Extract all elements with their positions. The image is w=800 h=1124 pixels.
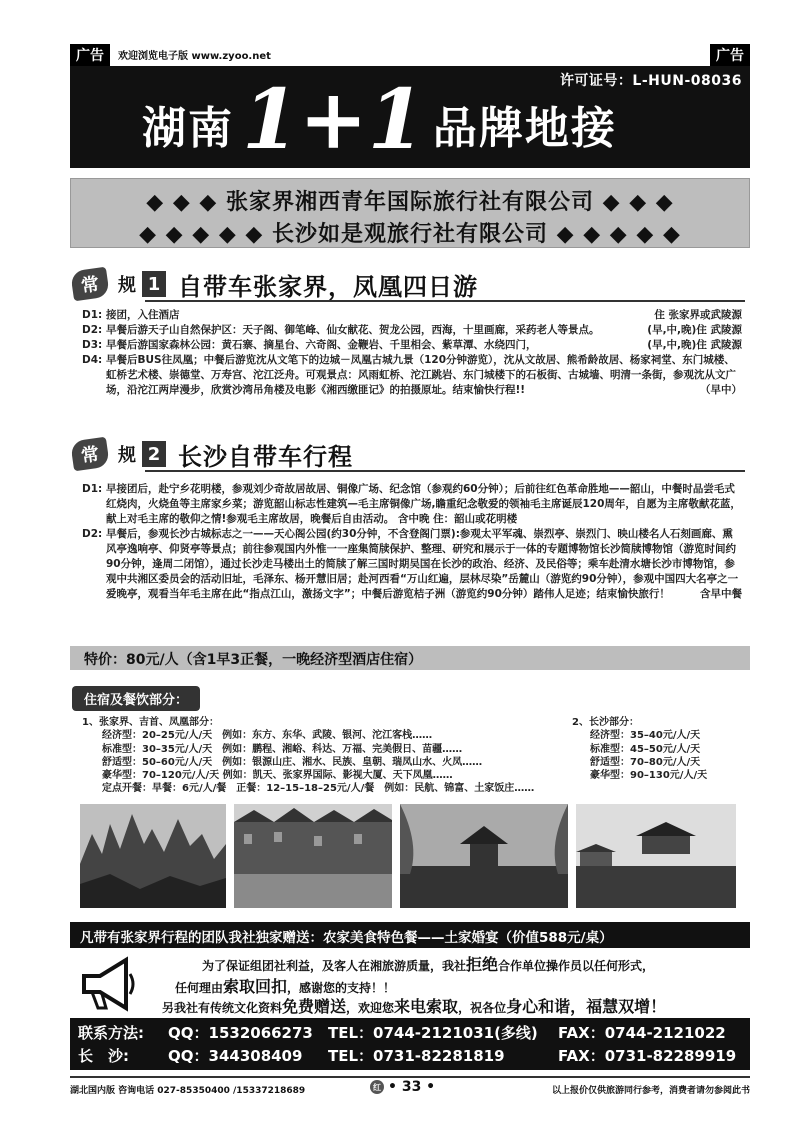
contact-qq: QQ：1532066273 bbox=[168, 1024, 313, 1042]
acc-left-title: 1、张家界、吉首、凤凰部分： bbox=[82, 717, 219, 728]
footer bbox=[70, 1076, 750, 1098]
license-number: 许可证号：L-HUN-08036 bbox=[559, 73, 742, 89]
route1-divider bbox=[145, 300, 745, 302]
price-bar: 特价：80元/人（含1早3正餐，一晚经济型酒店住宿） bbox=[70, 646, 750, 670]
notice-emphasis: 免费赠送 bbox=[282, 997, 347, 1016]
acc-row: 豪华型：70–120元/人/天 例如：凯天、张家界国际、影视大厦、天下凤凰…… bbox=[102, 770, 453, 782]
title-brand: 品牌地接 bbox=[432, 103, 617, 154]
acc-row: 标准型：30–35元/人/天 例如：鹏程、湘峪、科达、万福、完美假日、苗疆…… bbox=[102, 743, 463, 755]
route1-number: 1 bbox=[142, 271, 166, 297]
ad-label-right: 广告 bbox=[710, 44, 750, 66]
accommodation-left bbox=[82, 716, 562, 796]
welcome-text: 欢迎浏览电子版 www.zyoo.net bbox=[118, 51, 271, 62]
contact-qq: QQ：344308409 bbox=[168, 1047, 303, 1065]
day-label: D3: bbox=[82, 339, 103, 351]
itinerary-day bbox=[82, 353, 742, 398]
route2-number: 2 bbox=[142, 441, 166, 467]
day-lodging: 住 张家界或武陵源 bbox=[654, 309, 742, 321]
day-text: 早餐后BUS往凤凰；中餐后游览沈从文笔下的边城－凤凰古城九景（120分钟游览），沈从文故居、熊希龄故居、杨家祠堂、东门城楼、虹桥艺术楼、崇德堂、万寿宫、沱江泛舟。可观景点：风雨虹桥、沱江跳岩、东门城楼下的石板街、古城墙、明清一条街，参观沈从文广场，沿沱江两岸漫步，欣赏沙湾吊角楼及电影《湘西缴匪记》的拍摄原址。结束愉快行程!! bbox=[106, 354, 736, 396]
route1-header bbox=[72, 266, 478, 302]
acc-row: 舒适型：70–80元/人/天 bbox=[590, 756, 701, 768]
notice-section bbox=[70, 948, 750, 1018]
contact-label: 联系方法: bbox=[78, 1024, 144, 1042]
header-strip bbox=[70, 44, 750, 66]
footer-right: 以上报价仅供旅游同行参考，消费者请勿参阅此书 bbox=[551, 1086, 750, 1096]
photo-zhangjiajie-peaks bbox=[80, 804, 226, 908]
route2-header bbox=[72, 436, 353, 472]
route2-itinerary bbox=[82, 482, 742, 602]
day-text: 早餐后，参观长沙古城标志之一——天心阁公园(约30分钟，不含登阁门票):参观太平军魂、崇烈亭、崇烈门、映山楼名人石刻画廊、熏风亭逸响亭、仰贤亭等景点；前往参观国内外惟一一座集简牍保护、整理、研究和展示于一体的专题博物馆长沙简牍博物馆（游览时间约90分钟，逢周二闭馆），通过长沙走马楼出土的简牍了解三国时期吴国在长沙的政治、经济、及民俗等；乘车赴清水塘长沙市博物馆，参观中共湘区委员会的活动旧址，毛泽东、杨开慧旧居；赴河西看“万山红遍，层林尽染”岳麓山（游览约90分钟），参观中国四大名亭之一爱晚亭，观看当年毛主席在此“指点江山，激扬文字”；中餐后游览桔子洲（游览约90分钟）踏伟人足迹；结束愉快旅行！ bbox=[106, 528, 739, 600]
acc-row: 豪华型：90–130元/人/天 bbox=[590, 770, 708, 782]
itinerary-day bbox=[82, 527, 742, 602]
route2-divider bbox=[145, 470, 745, 472]
itinerary-day bbox=[82, 323, 742, 338]
gift-bar: 凡带有张家界行程的团队我社独家赠送：农家美食特色餐——土家婚宴（价值588元/桌） bbox=[70, 922, 750, 948]
contact-tel: TEL：0731-82281819 bbox=[328, 1047, 505, 1065]
photo-fenghuang-town bbox=[234, 804, 392, 908]
title-banner bbox=[70, 66, 750, 168]
title-one-plus-one: 1+1 bbox=[242, 72, 425, 168]
day-label: D4: bbox=[82, 354, 103, 366]
title-hunan: 湖南 bbox=[142, 103, 234, 154]
company-name-1: ◆ ◆ ◆ 张家界湘西青年国际旅行社有限公司 ◆ ◆ ◆ bbox=[146, 190, 674, 215]
megaphone-icon bbox=[78, 956, 138, 1012]
footer-left: 湖北国内版 咨询电话 027-85350400 /15337218689 bbox=[70, 1086, 306, 1096]
acc-right-title: 2、长沙部分： bbox=[572, 717, 639, 728]
day-label: D2: bbox=[82, 528, 103, 540]
notice-text: 另我社有传统文化资料 bbox=[162, 1001, 283, 1015]
notice-text: ，欢迎您 bbox=[346, 1001, 395, 1015]
acc-row: 经济型：20–25元/人/天 例如：东方、东华、武陵、银河、沱江客栈…… bbox=[102, 730, 433, 742]
notice-text: 为了保证组团社利益，及客人在湘旅游质量，我社 bbox=[202, 959, 467, 973]
notice-text: 合作单位操作员以任何形式， bbox=[498, 959, 655, 973]
acc-row: 标准型：45–50元/人/天 bbox=[590, 743, 701, 755]
route2-title: 长沙自带车行程 bbox=[178, 442, 353, 471]
route2-gui-text: 规 bbox=[118, 445, 136, 466]
day-lodging: (早,中,晚)住 武陵源 bbox=[647, 324, 742, 336]
route2-chang-badge: 常 bbox=[70, 437, 110, 472]
accommodation-tag: 住宿及餐饮部分： bbox=[72, 686, 200, 711]
day-label: D1: bbox=[82, 309, 103, 321]
photo-tianxin-pavilion bbox=[576, 804, 736, 908]
day-text: 早餐后游国家森林公园：黄石寨、摘星台、六奇阁、金鞭岩、千里相会、紫草潭、水绕四门， bbox=[106, 339, 537, 351]
itinerary-day bbox=[82, 308, 742, 323]
contact-tel: TEL：0744-2121031(多线) bbox=[328, 1024, 538, 1042]
acc-row: 舒适型：50–60元/人/天 例如：银源山庄、湘水、民族、皇朝、瑞凤山水、火凤…… bbox=[102, 756, 483, 768]
accommodation-right bbox=[572, 716, 742, 782]
company-name-2: ◆ ◆ ◆ ◆ ◆ 长沙如是观旅行社有限公司 ◆ ◆ ◆ ◆ ◆ bbox=[139, 222, 681, 247]
banner-title bbox=[142, 72, 617, 168]
contact-fax: FAX：0731-82289919 bbox=[558, 1047, 737, 1065]
day-label: D1: bbox=[82, 483, 103, 495]
contact-box bbox=[70, 1018, 750, 1070]
route1-title: 自带车张家界，凤凰四日游 bbox=[178, 272, 478, 301]
page-number: • 33 • bbox=[388, 1079, 436, 1095]
day-meals: 含早中餐 bbox=[700, 588, 742, 600]
day-lodging: （早中） bbox=[700, 384, 742, 396]
day-label: D2: bbox=[82, 324, 103, 336]
notice-emphasis: 拒绝 bbox=[466, 955, 499, 974]
photo-pavilion-lake bbox=[400, 804, 568, 908]
notice-text: ，祝各位 bbox=[458, 1001, 507, 1015]
notice-line-3 bbox=[162, 994, 666, 1017]
notice-emphasis: 来电索取 bbox=[394, 997, 459, 1016]
day-text: 接团，入住酒店 bbox=[106, 309, 180, 321]
route1-gui-text: 规 bbox=[118, 275, 136, 296]
itinerary-day bbox=[82, 482, 742, 527]
day-text: 早接团后，赴宁乡花明楼，参观刘少奇故居故居、铜像广场、纪念馆（参观约60分钟）；后前往红色革命胜地——韶山，中餐时品尝毛式红烧肉，火烧鱼等主席家乡菜；游览韶山标志性建筑—毛主席铜像广场,瞻重纪念敬爱的领袖毛主席诞辰120周年，自愿为主席敬献花蓝，献上对毛主席的敬仰之情!参观毛主席故居，晚餐后自由活动。 含中晚 住：韶山或花明楼 bbox=[106, 483, 741, 525]
notice-emphasis: 索取回扣 bbox=[223, 977, 288, 996]
company-box bbox=[70, 178, 750, 248]
route1-chang-badge: 常 bbox=[70, 267, 110, 302]
ad-label-left: 广告 bbox=[70, 44, 110, 66]
notice-text: ，感谢您的支持！！ bbox=[287, 981, 396, 995]
notice-line-1 bbox=[202, 952, 654, 975]
page-emblem-icon: 红 bbox=[370, 1080, 384, 1094]
itinerary-day bbox=[82, 338, 742, 353]
day-lodging: (早,中,晚)住 武陵源 bbox=[647, 339, 742, 351]
route1-itinerary bbox=[82, 308, 742, 398]
notice-emphasis: 身心和谐，福慧双增！ bbox=[506, 997, 667, 1016]
page-number-wrap bbox=[370, 1079, 435, 1095]
acc-row: 定点开餐：早餐：6元/人/餐 正餐：12–15–18–25元/人/餐 例如：民航、锦富、土家饭庄…… bbox=[102, 783, 535, 795]
day-text: 早餐后游天子山自然保护区：天子阁、御笔峰、仙女献花、贺龙公园，西海，十里画廊，采药老人等景点。 bbox=[106, 324, 600, 336]
contact-label: 长 沙: bbox=[78, 1047, 129, 1065]
notice-text: 任何理由 bbox=[175, 981, 224, 995]
acc-row: 经济型：35–40元/人/天 bbox=[590, 730, 701, 742]
contact-fax: FAX：0744-2121022 bbox=[558, 1024, 726, 1042]
